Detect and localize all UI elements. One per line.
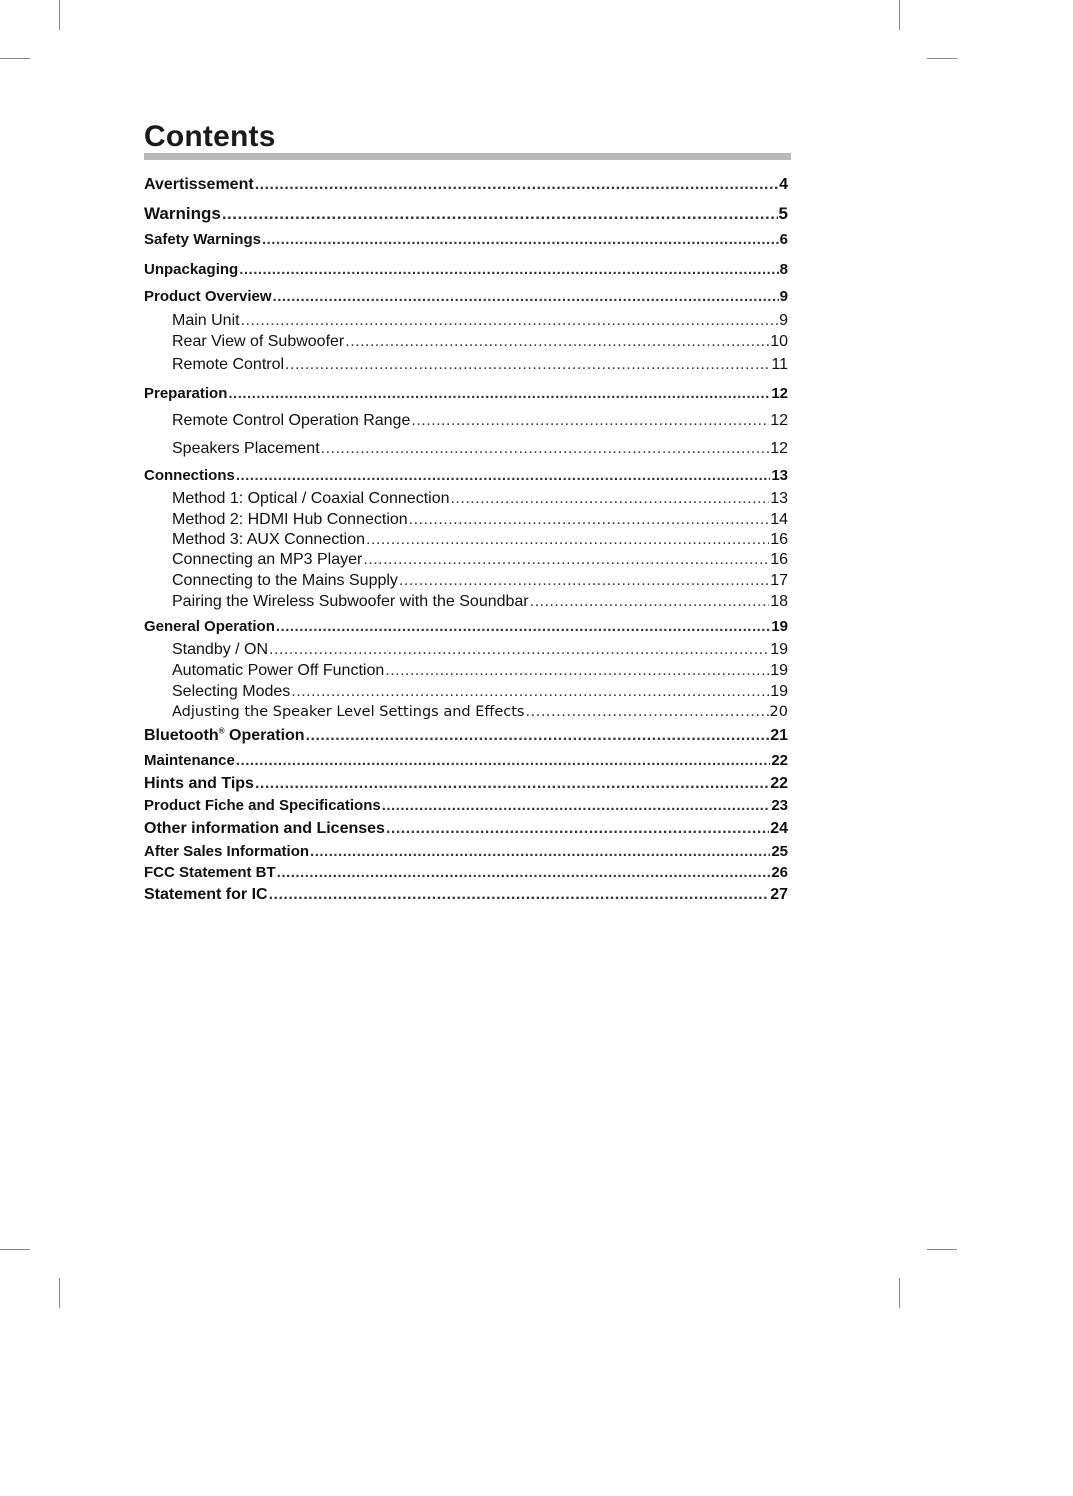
dot-leader <box>399 572 769 590</box>
toc-page-number: 12 <box>770 412 788 429</box>
crop-mark <box>927 1249 957 1250</box>
toc-entry-title: Maintenance <box>144 752 235 769</box>
toc-page-number: 19 <box>770 641 788 658</box>
toc-page-number: 12 <box>770 440 788 457</box>
toc-entry <box>144 641 788 659</box>
crop-mark <box>899 1278 900 1308</box>
title-underline <box>144 153 791 160</box>
dot-leader <box>273 288 779 305</box>
toc-entry-title: Other information and Licenses <box>144 820 385 837</box>
toc-page-number: 12 <box>771 385 788 402</box>
toc-entry-title: Method 2: HDMI Hub Connection <box>172 511 408 528</box>
toc-entry <box>144 572 788 590</box>
toc-page-number: 13 <box>770 490 788 507</box>
toc-page-number: 19 <box>770 662 788 679</box>
toc-entry-title: Unpackaging <box>144 261 239 278</box>
dot-leader <box>450 490 769 508</box>
toc-entry-title: Connections <box>144 467 235 484</box>
toc-entry <box>144 204 788 224</box>
toc-entry <box>144 864 788 881</box>
toc-entry-title: Standby / ON <box>172 641 269 658</box>
toc-entry <box>144 727 788 745</box>
toc-page-number: 20 <box>769 704 788 720</box>
toc-entry <box>144 683 788 701</box>
page-title: Contents <box>144 120 276 153</box>
dot-leader <box>255 775 769 793</box>
toc-page-number: 9 <box>779 288 788 305</box>
crop-mark <box>927 58 957 59</box>
toc-entry <box>144 412 788 430</box>
dot-leader <box>530 593 770 611</box>
toc-entry <box>144 356 788 374</box>
toc-entry-title: Connecting an MP3 Player <box>172 551 363 568</box>
toc-entry-title: Speakers Placement <box>172 440 320 457</box>
toc-page-number: 8 <box>779 261 788 278</box>
toc-page-number: 19 <box>770 683 788 700</box>
toc-entry-title: Method 1: Optical / Coaxial Connection <box>172 490 450 507</box>
toc-entry-title: FCC Statement BT <box>144 864 276 881</box>
toc-entry-title: Safety Warnings <box>144 231 261 248</box>
dot-leader <box>366 531 769 549</box>
toc-entry-title: Remote Control Operation Range <box>172 412 411 429</box>
toc-entry-title: Hints and Tips <box>144 775 254 792</box>
toc-entry <box>144 820 788 838</box>
dot-leader <box>291 683 769 701</box>
dot-leader <box>526 704 769 720</box>
toc-entry <box>144 385 788 402</box>
toc-entry <box>144 531 788 549</box>
toc-entry <box>144 231 788 248</box>
toc-entry <box>144 333 788 351</box>
toc-page-number: 25 <box>771 843 788 860</box>
toc-page-number: 17 <box>770 572 788 589</box>
toc-entry-title: Bluetooth® Operation <box>144 726 305 744</box>
dot-leader <box>236 467 770 484</box>
toc-entry <box>144 593 788 611</box>
crop-mark <box>899 0 900 30</box>
dot-leader <box>262 231 779 248</box>
toc-entry-title: Automatic Power Off Function <box>172 662 385 679</box>
toc-entry <box>144 312 788 330</box>
toc-entry <box>144 467 788 484</box>
toc-page-number: 14 <box>770 511 788 528</box>
toc-page-number: 11 <box>771 356 788 373</box>
toc-page-number: 10 <box>770 333 788 350</box>
toc-page-number: 27 <box>770 886 788 903</box>
toc-entry <box>144 886 788 904</box>
dot-leader <box>255 176 778 194</box>
toc-entry <box>144 752 788 769</box>
toc-page-number: 24 <box>770 820 788 837</box>
toc-page-number: 26 <box>771 864 788 881</box>
dot-leader <box>386 820 769 838</box>
toc-entry <box>144 261 788 278</box>
dot-leader <box>321 440 770 458</box>
dot-leader <box>409 511 770 529</box>
toc-entry-title: Connecting to the Mains Supply <box>172 572 398 589</box>
toc-entry <box>144 176 788 194</box>
toc-entry-title: Statement for IC <box>144 886 268 903</box>
toc-entry <box>144 440 788 458</box>
toc-entry-title: General Operation <box>144 618 275 635</box>
toc-entry-title: Main Unit <box>172 312 240 329</box>
dot-leader <box>239 261 778 278</box>
toc-entry <box>144 511 788 529</box>
crop-mark <box>59 1278 60 1308</box>
toc-page-number: 13 <box>771 467 788 484</box>
dot-leader <box>222 204 778 224</box>
toc-entry-title: After Sales Information <box>144 843 310 860</box>
toc-entry <box>144 618 788 635</box>
crop-mark <box>0 1249 30 1250</box>
toc-entry <box>144 775 788 793</box>
toc-page-number: 21 <box>770 727 788 744</box>
toc-entry <box>144 551 788 569</box>
crop-mark <box>59 0 60 30</box>
dot-leader <box>277 864 771 881</box>
toc-entry <box>144 843 788 860</box>
toc-entry-title: Avertissement <box>144 176 254 193</box>
toc-page-number: 4 <box>779 176 788 193</box>
toc-entry-title: Selecting Modes <box>172 683 291 700</box>
dot-leader <box>285 356 770 374</box>
toc-entry <box>144 797 788 814</box>
toc-entry-title: Remote Control <box>172 356 285 373</box>
toc-page-number: 22 <box>771 752 788 769</box>
toc-page-number: 18 <box>770 593 788 610</box>
toc-page-number: 16 <box>770 551 788 568</box>
toc-entry <box>144 288 788 305</box>
toc-entry-title: Warnings <box>144 204 221 223</box>
toc-entry-title: Rear View of Subwoofer <box>172 333 345 350</box>
toc-page-number: 23 <box>771 797 788 814</box>
toc-entry <box>144 662 788 680</box>
toc-page-number: 5 <box>778 204 788 223</box>
registered-mark: ® <box>218 726 225 736</box>
dot-leader <box>269 886 770 904</box>
dot-leader <box>310 843 770 860</box>
toc-page-number: 16 <box>770 531 788 548</box>
dot-leader <box>385 662 769 680</box>
crop-mark <box>0 58 30 59</box>
toc-entry-title: Preparation <box>144 385 228 402</box>
toc-entry-title: Adjusting the Speaker Level Settings and Effects <box>172 704 525 720</box>
toc-page-number: 9 <box>779 312 788 329</box>
dot-leader <box>236 752 770 769</box>
dot-leader <box>241 312 779 330</box>
toc-page-number: 19 <box>771 618 788 635</box>
dot-leader <box>228 385 770 402</box>
toc-entry <box>144 704 788 720</box>
dot-leader <box>345 333 769 351</box>
dot-leader <box>276 618 770 635</box>
toc-page-number: 6 <box>779 231 788 248</box>
dot-leader <box>306 727 770 745</box>
toc-entry-title: Product Fiche and Specifications <box>144 797 381 814</box>
toc-entry-title: Method 3: AUX Connection <box>172 531 366 548</box>
dot-leader <box>269 641 769 659</box>
toc-entry <box>144 490 788 508</box>
dot-leader <box>382 797 771 814</box>
toc-entry-title: Pairing the Wireless Subwoofer with the Soundbar <box>172 593 529 610</box>
toc-page-number: 22 <box>770 775 788 792</box>
toc-entry-title: Product Overview <box>144 288 272 305</box>
dot-leader <box>363 551 769 569</box>
dot-leader <box>411 412 769 430</box>
